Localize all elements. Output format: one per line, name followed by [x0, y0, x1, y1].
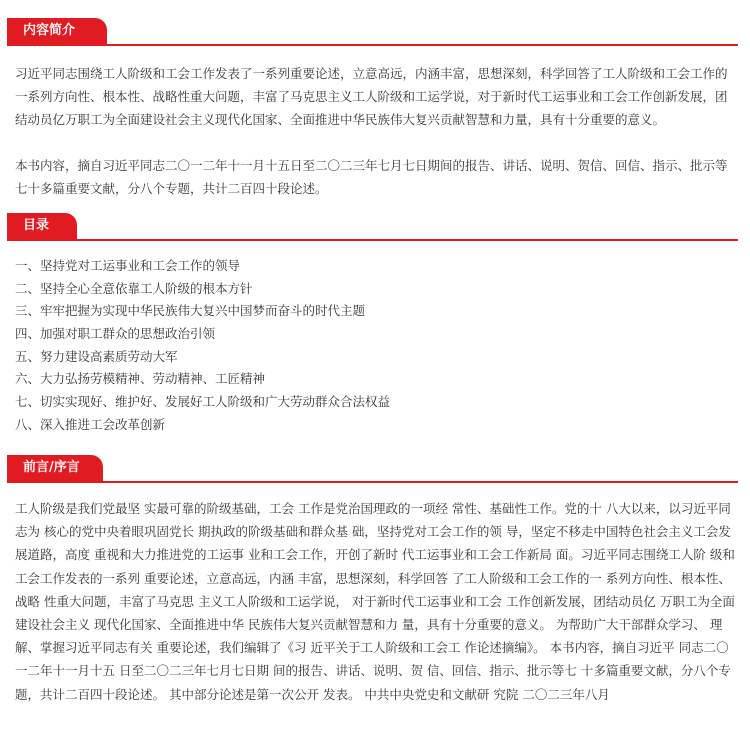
preface-header [7, 455, 738, 483]
toc-item[interactable]: 八、深入推进工会改革创新 [15, 416, 166, 432]
preface-paragraph: 工人阶级是我们党最坚 实最可靠的阶级基础，工会 工作是党治国理政的一项经 常性、基础性工作。党的十 八大以来，以习近平同志为 核心的党中央着眼巩固党长 期执政的阶级基础和群众基 础，坚持党对工会工作的领 导，坚定不移走中国特色社会主义工会发展道路，高度 重视和大力推进党的工运事 业和工会工作，开创了新时 代工运事业和工会工作新局 面。习近平同志围绕工人阶 级和工会工作发表的一系列 重要论述，立意高远，内涵 丰富，思想深刻，科学回答 了工人阶级和工会工作的一 系列方向性、根本性、战略 性重大问题，丰富了马克思 主义工人阶级和工运学说， 对于新时代工运事业和工会 工作创新发展，团结动员亿 万职工为全面建设社会主义 现代化国家、全面推进中华 民族伟大复兴贡献智慧和力 量，具有十分重要的意义。 为帮助广大干部群众学习、 理解、掌握习近平同志有关 重要论述，我们编辑了《习 近平关于工人阶级和工会工 作论述摘编》。 本书内容，摘自习近平 同志二〇一二年十一月十五 日至二〇二三年七月七日期 间的报告、讲话、说明、贺 信、回信、指示、批示等七 十多篇重要文献，分八个专 题，共计二百四十段论述。 其中部分论述是第一次公开 发表。 中共中央党史和文献研 究院 二〇二三年八月 [15, 501, 735, 702]
toc-item[interactable]: 三、牢牢把握为实现中华民族伟大复兴中国梦而奋斗的时代主题 [15, 303, 366, 319]
intro-paragraph-2: 本书内容，摘自习近平同志二〇一二年十一月十五日至二〇二三年七月七日期间的报告、讲话、说明、贺信、回信、指示、批示等七十多篇重要文献，分八个专题，共计二百四十段论述。 [15, 158, 728, 197]
toc-item[interactable]: 四、加强对职工群众的思想政治引领 [15, 326, 216, 342]
toc-item[interactable]: 七、切实实现好、维护好、发展好工人阶级和广大劳动群众合法权益 [15, 394, 391, 410]
toc-header [7, 213, 738, 241]
toc-title: 目录 [7, 213, 77, 239]
intro-paragraph-1: 习近平同志围绕工人阶级和工会工作发表了一系列重要论述，立意高远，内涵丰富，思想深刻，科学回答了工人阶级和工会工作的一系列方向性、根本性、战略性重大问题，丰富了马克思主义工人阶级和工运学说，对于新时代工运事业和工会工作创新发展，团结动员亿万职工为全面建设社会主义现代化国家、全面推进中华民族伟大复兴贡献智慧和力量，具有十分重要的意义。 [15, 66, 728, 128]
toc-item[interactable]: 五、努力建设高素质劳动大军 [15, 348, 178, 364]
toc-item[interactable]: 二、坚持全心全意依靠工人阶级的根本方针 [15, 280, 253, 296]
intro-header [7, 18, 738, 46]
toc-item[interactable]: 六、大力弘扬劳模精神、劳动精神、工匠精神 [15, 371, 266, 387]
intro-title: 内容简介 [7, 18, 107, 44]
preface-title: 前言/序言 [7, 455, 103, 481]
toc-list [15, 255, 390, 437]
toc-item[interactable]: 一、坚持党对工运事业和工会工作的领导 [15, 258, 241, 273]
